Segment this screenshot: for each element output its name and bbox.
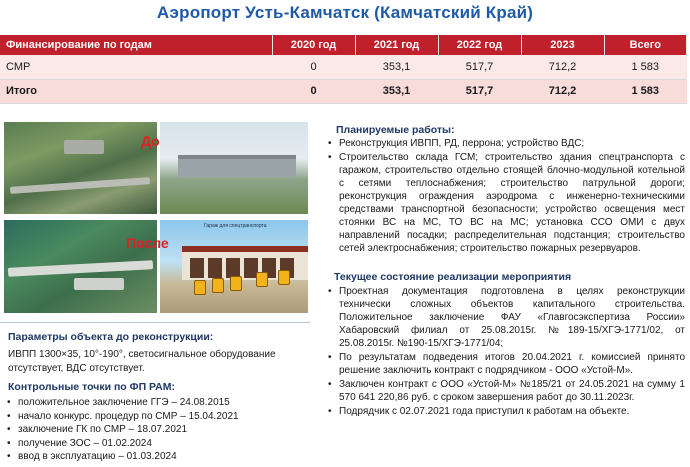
list-item: • начало конкурс. процедур по СМР – 15.04.2021	[6, 410, 310, 424]
col-header-2022: 2022 год	[438, 35, 521, 55]
col-header-2020: 2020 год	[272, 35, 355, 55]
list-item: • Реконструкция ИВПП, РД, перрона; устройство ВДС;	[327, 137, 685, 150]
cell-value: 712,2	[521, 79, 604, 103]
params-heading: Параметры объекта до реконструкции:	[8, 331, 214, 343]
row-label: СМР	[0, 55, 272, 79]
garage-render-after	[160, 220, 308, 313]
table-row-total	[0, 79, 687, 103]
truck-icon	[194, 280, 206, 295]
cell-value: 712,2	[521, 55, 604, 79]
financing-table	[0, 35, 687, 104]
cell-value: 0	[272, 79, 355, 103]
list-item: • Проектная документация подготовлена в целях реконструкции технически сложных объектов капитального строительства. Положительное заключение ФАУ «Главгосэкспертиза России» Хабаровский филиал от 25.08.2015г. №189-15/ХГЭ-1771/02, от 25.08.2015г. №190-15/ХГЭ-1771/04;	[327, 285, 685, 350]
list-item: • Строительство склада ГСМ; строительство здания спецтранспорта с гаражом, строительство отдельно стоящей блочно-модульной котельной с сетями теплоснабжения; строительство патрульной дороги; реконструкция ограждения аэродрома с инженерно-техническими средствами транспортной безопасности; устройство освещения мест стоянки ВС на МС, ТО ВС на МС; установка ССО ОМИ с двух направлений посадки; распределительная подстанция; строительство сетей электроснабжения; строительство пожарных резервуаров.	[327, 151, 685, 255]
cell-value: 353,1	[355, 79, 438, 103]
list-item: • Подрядчик с 02.07.2021 года приступил к работам на объекте.	[327, 405, 685, 418]
cell-value: 517,7	[438, 79, 521, 103]
list-item: • положительное заключение ГГЭ – 24.08.2015	[6, 396, 310, 410]
cell-value: 1 583	[604, 79, 687, 103]
truck-icon	[256, 272, 268, 287]
list-item: • заключение ГК по СМР – 18.07.2021	[6, 423, 310, 437]
cell-value: 1 583	[604, 55, 687, 79]
cell-value: 353,1	[355, 55, 438, 79]
col-header-2021: 2021 год	[355, 35, 438, 55]
after-label: После	[126, 235, 169, 251]
list-item: • ввод в эксплуатацию – 01.03.2024	[6, 450, 310, 464]
col-header-total: Всего	[604, 35, 687, 55]
status-list	[327, 285, 685, 419]
before-label: До	[141, 133, 160, 149]
status-heading: Текущее состояние реализации мероприятия	[334, 271, 572, 283]
page-title: Аэропорт Усть-Камчатск (Камчатский Край)	[156, 3, 534, 22]
satellite-photo-after	[4, 220, 157, 313]
cell-value: 0	[272, 55, 355, 79]
list-item: • Заключен контракт с ООО «Устой-М» №185/21 от 24.05.2021 на сумму 1 570 641 220,86 руб. с сроком завершения работ до 30.11.2023г.	[327, 378, 685, 404]
list-item: • По результатам подведения итогов 20.04.2021 г. комиссией принято решение заключить контракт с подрядчиком - ООО «Устой-М».	[327, 351, 685, 377]
list-item: • получение ЗОС – 01.02.2024	[6, 437, 310, 451]
col-header-2023: 2023	[521, 35, 604, 55]
cell-value: 517,7	[438, 55, 521, 79]
row-label: Итого	[0, 79, 272, 103]
truck-icon	[278, 270, 290, 285]
planned-heading: Планируемые работы:	[336, 124, 455, 136]
table-header-row	[0, 35, 687, 55]
table-row	[0, 55, 687, 79]
truck-icon	[212, 278, 224, 293]
hangar-photo-before	[160, 122, 308, 214]
divider	[0, 322, 310, 323]
checkpoints-list	[6, 396, 310, 464]
params-text: ИВПП 1300×35, 10°-190°, светосигнальное оборудование отсутствует, ВДС отсутствует.	[8, 349, 276, 374]
hangar-building	[178, 155, 296, 177]
truck-icon	[230, 276, 242, 291]
checkpoints-heading: Контрольные точки по ФП РАМ:	[8, 381, 175, 393]
render-caption: Гараж для спецтранспорта	[204, 223, 267, 229]
planned-list	[327, 137, 685, 256]
satellite-photo-before	[4, 122, 157, 214]
col-header-financing: Финансирование по годам	[0, 35, 272, 55]
